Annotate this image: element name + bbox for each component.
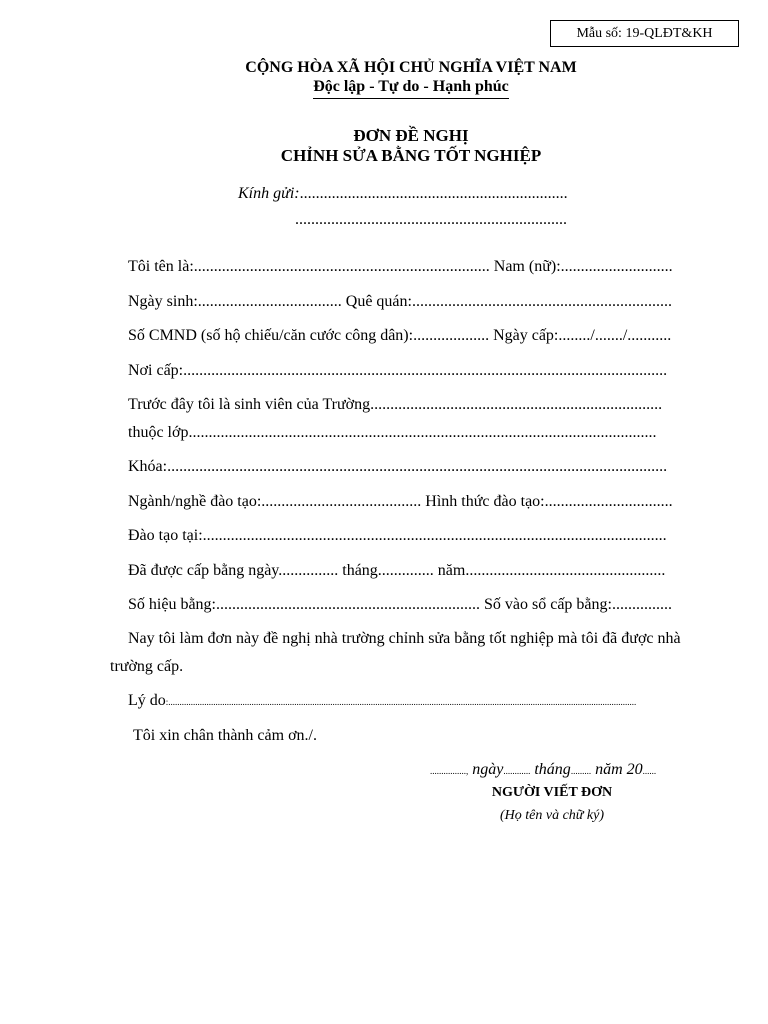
reason-line [128, 691, 636, 712]
field-class: thuộc lớp..................................................................................................................... [128, 424, 657, 441]
recipient-dots-2: .................................................................... [295, 211, 567, 228]
date-day-label: ngày [468, 761, 504, 778]
date-place-dots: ................, [430, 766, 469, 776]
field-id-card: Số CMND (số hộ chiếu/căn cước công dân):................... Ngày cấp:......../......./........... [128, 327, 672, 344]
document-title-line2: CHỈNH SỬA BẰNG TỐT NGHIỆP [280, 146, 542, 165]
reason-label: Lý do [128, 692, 166, 709]
recipient-line [238, 184, 568, 204]
field-birth: Ngày sinh:.................................... Quê quán:................................................................. [128, 293, 672, 310]
motto-wrap [0, 77, 768, 99]
date-month-dots: ......... [570, 766, 592, 776]
national-motto: Độc lập - Tự do - Hạnh phúc [313, 77, 509, 99]
document-title-line1: ĐƠN ĐỀ NGHỊ [353, 126, 469, 145]
thanks-line: Tôi xin chân thành cảm ơn./. [133, 727, 317, 744]
field-major: Ngành/nghề đào tạo:........................................ Hình thức đào tạo:................................ [128, 493, 673, 510]
recipient-dots-1: ................................................................... [299, 185, 568, 202]
date-month-label: tháng [530, 761, 571, 778]
date-year-dots: ...... [642, 766, 657, 776]
field-trained-at: Đào tạo tại:.................................................................................................................... [128, 527, 667, 544]
field-issued-at: Nơi cấp:......................................................................................................................... [128, 362, 668, 379]
signer-note: (Họ tên và chữ ký) [499, 808, 605, 823]
field-cert-number: Số hiệu bằng:.................................................................. Số vào sổ cấp bằng:............... [128, 596, 672, 613]
field-name: Tôi tên là:.......................................................................... Nam (nữ):............................ [128, 258, 673, 275]
reason-dots: :................................................................................................................................................................................................................ [165, 697, 637, 707]
date-year-label: năm 20 [591, 761, 643, 778]
field-issue-date: Đã được cấp bằng ngày............... tháng.............. năm.................................................. [128, 562, 666, 579]
recipient-label: Kính gửi: [238, 185, 300, 202]
field-course: Khóa:............................................................................................................................. [128, 458, 668, 475]
form-code-box: Mẫu số: 19-QLĐT&KH [550, 20, 739, 47]
signer-title: NGƯỜI VIẾT ĐƠN [491, 785, 613, 800]
request-paragraph: Nay tôi làm đơn này đề nghị nhà trường chỉnh sửa bằng tốt nghiệp mà tôi đã được nhà trường cấp. [110, 630, 681, 675]
national-title: CỘNG HÒA XÃ HỘI CHỦ NGHĨA VIỆT NAM [245, 59, 577, 76]
date-day-dots: ............ [503, 766, 531, 776]
date-line [430, 760, 656, 781]
field-former-student: Trước đây tôi là sinh viên của Trường......................................................................... [128, 396, 663, 413]
